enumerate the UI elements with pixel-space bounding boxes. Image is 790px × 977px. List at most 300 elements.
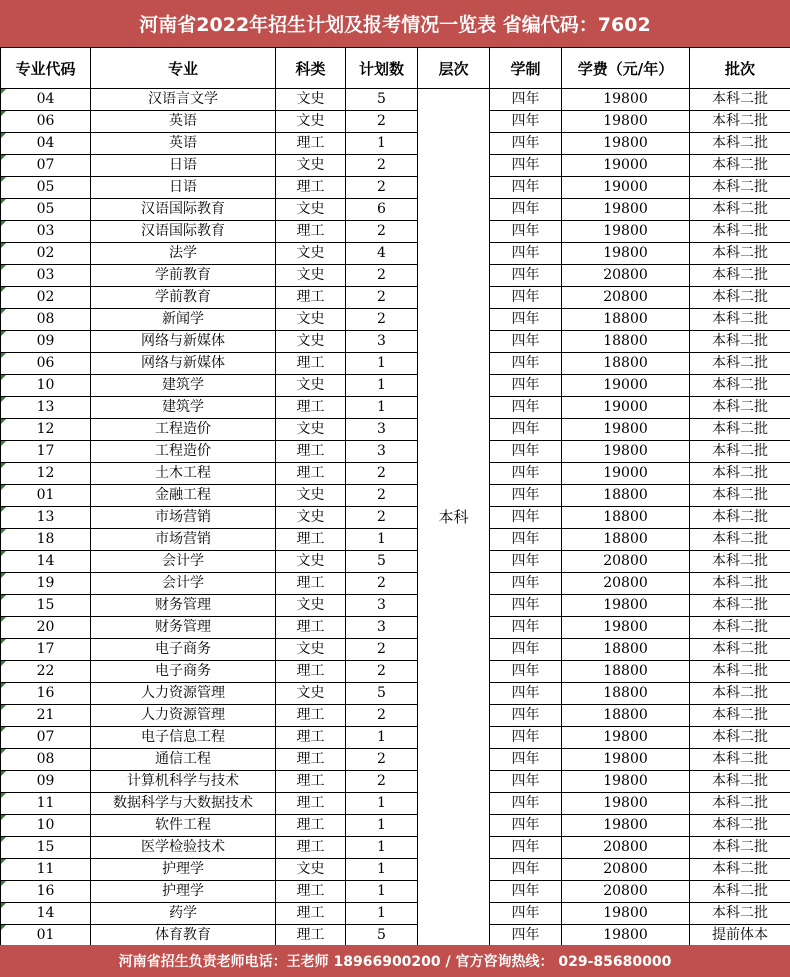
plan-count-cell: 2: [346, 485, 418, 507]
category-cell: 理工: [276, 463, 346, 485]
category-cell: 文史: [276, 111, 346, 133]
plan-count-cell: 1: [346, 793, 418, 815]
batch-cell: 本科二批: [690, 441, 790, 463]
major-name-cell: 电子商务: [91, 661, 276, 683]
plan-count-cell: 3: [346, 441, 418, 463]
plan-count-cell: 2: [346, 661, 418, 683]
major-code-cell: 04: [1, 133, 91, 155]
major-name-cell: 市场营销: [91, 507, 276, 529]
tuition-cell: 19000: [562, 375, 690, 397]
plan-count-cell: 2: [346, 749, 418, 771]
category-cell: 理工: [276, 727, 346, 749]
plan-count-cell: 2: [346, 221, 418, 243]
tuition-cell: 19800: [562, 903, 690, 925]
category-cell: 理工: [276, 793, 346, 815]
table-row: [1, 309, 790, 331]
major-code-cell: 20: [1, 617, 91, 639]
major-code-cell: 03: [1, 221, 91, 243]
batch-cell: 本科二批: [690, 133, 790, 155]
table-row: [1, 287, 790, 309]
category-cell: 理工: [276, 771, 346, 793]
table-row: [1, 551, 790, 573]
table-row: [1, 375, 790, 397]
batch-cell: 本科二批: [690, 771, 790, 793]
category-cell: 文史: [276, 243, 346, 265]
duration-cell: 四年: [490, 177, 562, 199]
major-code-cell: 07: [1, 155, 91, 177]
duration-cell: 四年: [490, 111, 562, 133]
duration-cell: 四年: [490, 199, 562, 221]
category-cell: 文史: [276, 595, 346, 617]
table-row: [1, 925, 790, 947]
batch-cell: 本科二批: [690, 265, 790, 287]
tuition-cell: 19800: [562, 133, 690, 155]
duration-cell: 四年: [490, 705, 562, 727]
major-name-cell: 电子商务: [91, 639, 276, 661]
plan-count-cell: 2: [346, 507, 418, 529]
major-name-cell: 汉语国际教育: [91, 199, 276, 221]
batch-cell: 本科二批: [690, 573, 790, 595]
duration-cell: 四年: [490, 639, 562, 661]
major-code-cell: 15: [1, 595, 91, 617]
batch-cell: 本科二批: [690, 529, 790, 551]
table-row: [1, 353, 790, 375]
category-cell: 理工: [276, 177, 346, 199]
plan-count-cell: 1: [346, 727, 418, 749]
duration-cell: 四年: [490, 617, 562, 639]
batch-cell: 本科二批: [690, 881, 790, 903]
category-cell: 文史: [276, 419, 346, 441]
duration-cell: 四年: [490, 419, 562, 441]
tuition-cell: 19800: [562, 749, 690, 771]
table-row: [1, 507, 790, 529]
plan-count-cell: 2: [346, 573, 418, 595]
major-name-cell: 护理学: [91, 859, 276, 881]
tuition-cell: 18800: [562, 661, 690, 683]
category-cell: 文史: [276, 507, 346, 529]
major-name-cell: 通信工程: [91, 749, 276, 771]
category-cell: 理工: [276, 397, 346, 419]
tuition-cell: 18800: [562, 683, 690, 705]
table-row: [1, 727, 790, 749]
major-code-cell: 16: [1, 683, 91, 705]
table-header-row: [1, 48, 790, 89]
tuition-cell: 18800: [562, 507, 690, 529]
plan-count-cell: 5: [346, 925, 418, 947]
category-cell: 文史: [276, 859, 346, 881]
duration-cell: 四年: [490, 155, 562, 177]
batch-cell: 本科二批: [690, 155, 790, 177]
batch-cell: 本科二批: [690, 507, 790, 529]
category-cell: 理工: [276, 903, 346, 925]
duration-cell: 四年: [490, 837, 562, 859]
tuition-cell: 18800: [562, 331, 690, 353]
table-row: [1, 485, 790, 507]
table-row: [1, 705, 790, 727]
major-code-cell: 07: [1, 727, 91, 749]
major-name-cell: 财务管理: [91, 617, 276, 639]
major-code-cell: 12: [1, 419, 91, 441]
table-row: [1, 177, 790, 199]
major-name-cell: 工程造价: [91, 419, 276, 441]
table-row: [1, 749, 790, 771]
category-cell: 理工: [276, 573, 346, 595]
major-name-cell: 人力资源管理: [91, 705, 276, 727]
major-code-cell: 16: [1, 881, 91, 903]
category-cell: 理工: [276, 705, 346, 727]
plan-count-cell: 2: [346, 287, 418, 309]
batch-cell: 本科二批: [690, 705, 790, 727]
header-tuition: 学费（元/年）: [562, 48, 690, 89]
header-major: 专业: [91, 48, 276, 89]
plan-count-cell: 5: [346, 89, 418, 111]
major-code-cell: 12: [1, 463, 91, 485]
table-row: [1, 617, 790, 639]
table-row: [1, 89, 790, 111]
duration-cell: 四年: [490, 397, 562, 419]
category-cell: 理工: [276, 617, 346, 639]
table-row: [1, 331, 790, 353]
major-code-cell: 11: [1, 793, 91, 815]
tuition-cell: 19800: [562, 771, 690, 793]
major-code-cell: 08: [1, 749, 91, 771]
batch-cell: 本科二批: [690, 353, 790, 375]
plan-count-cell: 4: [346, 243, 418, 265]
plan-count-cell: 1: [346, 529, 418, 551]
major-code-cell: 04: [1, 89, 91, 111]
major-code-cell: 21: [1, 705, 91, 727]
category-cell: 理工: [276, 287, 346, 309]
header-duration: 学制: [490, 48, 562, 89]
tuition-cell: 19800: [562, 441, 690, 463]
major-name-cell: 建筑学: [91, 375, 276, 397]
category-cell: 理工: [276, 749, 346, 771]
duration-cell: 四年: [490, 661, 562, 683]
major-name-cell: 财务管理: [91, 595, 276, 617]
major-name-cell: 人力资源管理: [91, 683, 276, 705]
major-name-cell: 工程造价: [91, 441, 276, 463]
tuition-cell: 20800: [562, 287, 690, 309]
major-name-cell: 法学: [91, 243, 276, 265]
plan-count-cell: 1: [346, 353, 418, 375]
admission-plan-table: [0, 47, 790, 947]
category-cell: 理工: [276, 881, 346, 903]
duration-cell: 四年: [490, 353, 562, 375]
duration-cell: 四年: [490, 683, 562, 705]
duration-cell: 四年: [490, 243, 562, 265]
table-row: [1, 683, 790, 705]
duration-cell: 四年: [490, 551, 562, 573]
batch-cell: 本科二批: [690, 177, 790, 199]
tuition-cell: 20800: [562, 573, 690, 595]
plan-count-cell: 6: [346, 199, 418, 221]
category-cell: 理工: [276, 221, 346, 243]
duration-cell: 四年: [490, 441, 562, 463]
header-plan-count: 计划数: [346, 48, 418, 89]
batch-cell: 本科二批: [690, 89, 790, 111]
plan-count-cell: 1: [346, 375, 418, 397]
header-batch: 批次: [690, 48, 790, 89]
duration-cell: 四年: [490, 903, 562, 925]
major-name-cell: 英语: [91, 111, 276, 133]
major-code-cell: 18: [1, 529, 91, 551]
table-row: [1, 155, 790, 177]
table-row: [1, 661, 790, 683]
plan-count-cell: 5: [346, 683, 418, 705]
duration-cell: 四年: [490, 881, 562, 903]
major-code-cell: 17: [1, 441, 91, 463]
plan-count-cell: 3: [346, 595, 418, 617]
major-code-cell: 06: [1, 353, 91, 375]
major-code-cell: 14: [1, 551, 91, 573]
category-cell: 理工: [276, 441, 346, 463]
category-cell: 理工: [276, 815, 346, 837]
plan-count-cell: 1: [346, 859, 418, 881]
plan-count-cell: 2: [346, 111, 418, 133]
duration-cell: 四年: [490, 507, 562, 529]
major-code-cell: 19: [1, 573, 91, 595]
table-body: [1, 89, 790, 947]
category-cell: 文史: [276, 331, 346, 353]
plan-count-cell: 2: [346, 155, 418, 177]
tuition-cell: 18800: [562, 639, 690, 661]
level-cell: 本科: [418, 89, 490, 947]
duration-cell: 四年: [490, 793, 562, 815]
duration-cell: 四年: [490, 221, 562, 243]
major-name-cell: 学前教育: [91, 287, 276, 309]
plan-count-cell: 2: [346, 177, 418, 199]
batch-cell: 本科二批: [690, 837, 790, 859]
plan-count-cell: 1: [346, 133, 418, 155]
plan-count-cell: 1: [346, 903, 418, 925]
major-name-cell: 护理学: [91, 881, 276, 903]
tuition-cell: 18800: [562, 309, 690, 331]
major-name-cell: 土木工程: [91, 463, 276, 485]
major-code-cell: 11: [1, 859, 91, 881]
plan-count-cell: 2: [346, 771, 418, 793]
duration-cell: 四年: [490, 375, 562, 397]
batch-cell: 本科二批: [690, 727, 790, 749]
tuition-cell: 19000: [562, 463, 690, 485]
major-name-cell: 会计学: [91, 551, 276, 573]
category-cell: 理工: [276, 353, 346, 375]
batch-cell: 本科二批: [690, 639, 790, 661]
batch-cell: 提前体本: [690, 925, 790, 947]
major-name-cell: 金融工程: [91, 485, 276, 507]
major-name-cell: 网络与新媒体: [91, 353, 276, 375]
category-cell: 文史: [276, 683, 346, 705]
major-name-cell: 新闻学: [91, 309, 276, 331]
major-code-cell: 02: [1, 243, 91, 265]
table-row: [1, 595, 790, 617]
tuition-cell: 20800: [562, 859, 690, 881]
category-cell: 理工: [276, 133, 346, 155]
header-level: 层次: [418, 48, 490, 89]
major-code-cell: 10: [1, 375, 91, 397]
duration-cell: 四年: [490, 925, 562, 947]
table-row: [1, 771, 790, 793]
plan-count-cell: 3: [346, 419, 418, 441]
batch-cell: 本科二批: [690, 485, 790, 507]
plan-count-cell: 2: [346, 309, 418, 331]
major-code-cell: 13: [1, 507, 91, 529]
table-row: [1, 903, 790, 925]
tuition-cell: 19800: [562, 243, 690, 265]
major-code-cell: 05: [1, 177, 91, 199]
batch-cell: 本科二批: [690, 749, 790, 771]
tuition-cell: 20800: [562, 551, 690, 573]
major-name-cell: 建筑学: [91, 397, 276, 419]
major-name-cell: 日语: [91, 155, 276, 177]
major-name-cell: 体育教育: [91, 925, 276, 947]
batch-cell: 本科二批: [690, 397, 790, 419]
duration-cell: 四年: [490, 749, 562, 771]
page-title: 河南省2022年招生计划及报考情况一览表 省编代码：7602: [0, 0, 790, 47]
batch-cell: 本科二批: [690, 793, 790, 815]
major-name-cell: 计算机科学与技术: [91, 771, 276, 793]
duration-cell: 四年: [490, 463, 562, 485]
plan-count-cell: 2: [346, 265, 418, 287]
batch-cell: 本科二批: [690, 815, 790, 837]
major-code-cell: 15: [1, 837, 91, 859]
table-row: [1, 793, 790, 815]
duration-cell: 四年: [490, 595, 562, 617]
major-name-cell: 市场营销: [91, 529, 276, 551]
plan-count-cell: 1: [346, 881, 418, 903]
tuition-cell: 18800: [562, 485, 690, 507]
major-code-cell: 13: [1, 397, 91, 419]
tuition-cell: 20800: [562, 881, 690, 903]
tuition-cell: 19800: [562, 617, 690, 639]
category-cell: 理工: [276, 925, 346, 947]
major-code-cell: 06: [1, 111, 91, 133]
category-cell: 文史: [276, 155, 346, 177]
plan-count-cell: 3: [346, 331, 418, 353]
plan-count-cell: 1: [346, 397, 418, 419]
plan-count-cell: 3: [346, 617, 418, 639]
duration-cell: 四年: [490, 815, 562, 837]
category-cell: 文史: [276, 89, 346, 111]
duration-cell: 四年: [490, 133, 562, 155]
tuition-cell: 19800: [562, 111, 690, 133]
table-row: [1, 815, 790, 837]
tuition-cell: 19800: [562, 199, 690, 221]
duration-cell: 四年: [490, 89, 562, 111]
major-code-cell: 17: [1, 639, 91, 661]
batch-cell: 本科二批: [690, 683, 790, 705]
duration-cell: 四年: [490, 771, 562, 793]
table-row: [1, 529, 790, 551]
category-cell: 文史: [276, 485, 346, 507]
major-name-cell: 网络与新媒体: [91, 331, 276, 353]
duration-cell: 四年: [490, 287, 562, 309]
tuition-cell: 19800: [562, 89, 690, 111]
batch-cell: 本科二批: [690, 903, 790, 925]
tuition-cell: 19000: [562, 397, 690, 419]
table-row: [1, 441, 790, 463]
tuition-cell: 18800: [562, 705, 690, 727]
major-code-cell: 05: [1, 199, 91, 221]
batch-cell: 本科二批: [690, 463, 790, 485]
major-name-cell: 汉语国际教育: [91, 221, 276, 243]
contact-footer: 河南省招生负责老师电话：王老师 18966900200 / 官方咨询热线： 029-85680000: [0, 945, 790, 977]
duration-cell: 四年: [490, 573, 562, 595]
major-name-cell: 软件工程: [91, 815, 276, 837]
category-cell: 理工: [276, 837, 346, 859]
major-name-cell: 汉语言文学: [91, 89, 276, 111]
batch-cell: 本科二批: [690, 551, 790, 573]
tuition-cell: 19800: [562, 925, 690, 947]
batch-cell: 本科二批: [690, 111, 790, 133]
duration-cell: 四年: [490, 265, 562, 287]
major-code-cell: 10: [1, 815, 91, 837]
duration-cell: 四年: [490, 309, 562, 331]
table-row: [1, 221, 790, 243]
plan-count-cell: 2: [346, 639, 418, 661]
batch-cell: 本科二批: [690, 661, 790, 683]
duration-cell: 四年: [490, 859, 562, 881]
major-name-cell: 数据科学与大数据技术: [91, 793, 276, 815]
table-row: [1, 881, 790, 903]
category-cell: 文史: [276, 639, 346, 661]
table-row: [1, 639, 790, 661]
tuition-cell: 18800: [562, 529, 690, 551]
major-code-cell: 09: [1, 771, 91, 793]
category-cell: 文史: [276, 551, 346, 573]
table-row: [1, 837, 790, 859]
tuition-cell: 18800: [562, 353, 690, 375]
category-cell: 理工: [276, 661, 346, 683]
category-cell: 理工: [276, 529, 346, 551]
table-row: [1, 265, 790, 287]
batch-cell: 本科二批: [690, 243, 790, 265]
batch-cell: 本科二批: [690, 221, 790, 243]
tuition-cell: 20800: [562, 837, 690, 859]
header-major-code: 专业代码: [1, 48, 91, 89]
tuition-cell: 19000: [562, 177, 690, 199]
major-name-cell: 医学检验技术: [91, 837, 276, 859]
major-code-cell: 08: [1, 309, 91, 331]
batch-cell: 本科二批: [690, 617, 790, 639]
major-code-cell: 22: [1, 661, 91, 683]
tuition-cell: 19800: [562, 815, 690, 837]
major-name-cell: 电子信息工程: [91, 727, 276, 749]
tuition-cell: 19800: [562, 221, 690, 243]
tuition-cell: 19800: [562, 793, 690, 815]
table-row: [1, 243, 790, 265]
table-row: [1, 859, 790, 881]
table-row: [1, 111, 790, 133]
duration-cell: 四年: [490, 485, 562, 507]
major-code-cell: 03: [1, 265, 91, 287]
table-row: [1, 397, 790, 419]
batch-cell: 本科二批: [690, 859, 790, 881]
duration-cell: 四年: [490, 331, 562, 353]
table-row: [1, 573, 790, 595]
major-name-cell: 会计学: [91, 573, 276, 595]
table-row: [1, 463, 790, 485]
plan-count-cell: 1: [346, 837, 418, 859]
major-code-cell: 14: [1, 903, 91, 925]
major-name-cell: 学前教育: [91, 265, 276, 287]
tuition-cell: 19800: [562, 727, 690, 749]
category-cell: 文史: [276, 199, 346, 221]
plan-count-cell: 5: [346, 551, 418, 573]
batch-cell: 本科二批: [690, 419, 790, 441]
major-code-cell: 02: [1, 287, 91, 309]
major-code-cell: 01: [1, 485, 91, 507]
table-row: [1, 419, 790, 441]
